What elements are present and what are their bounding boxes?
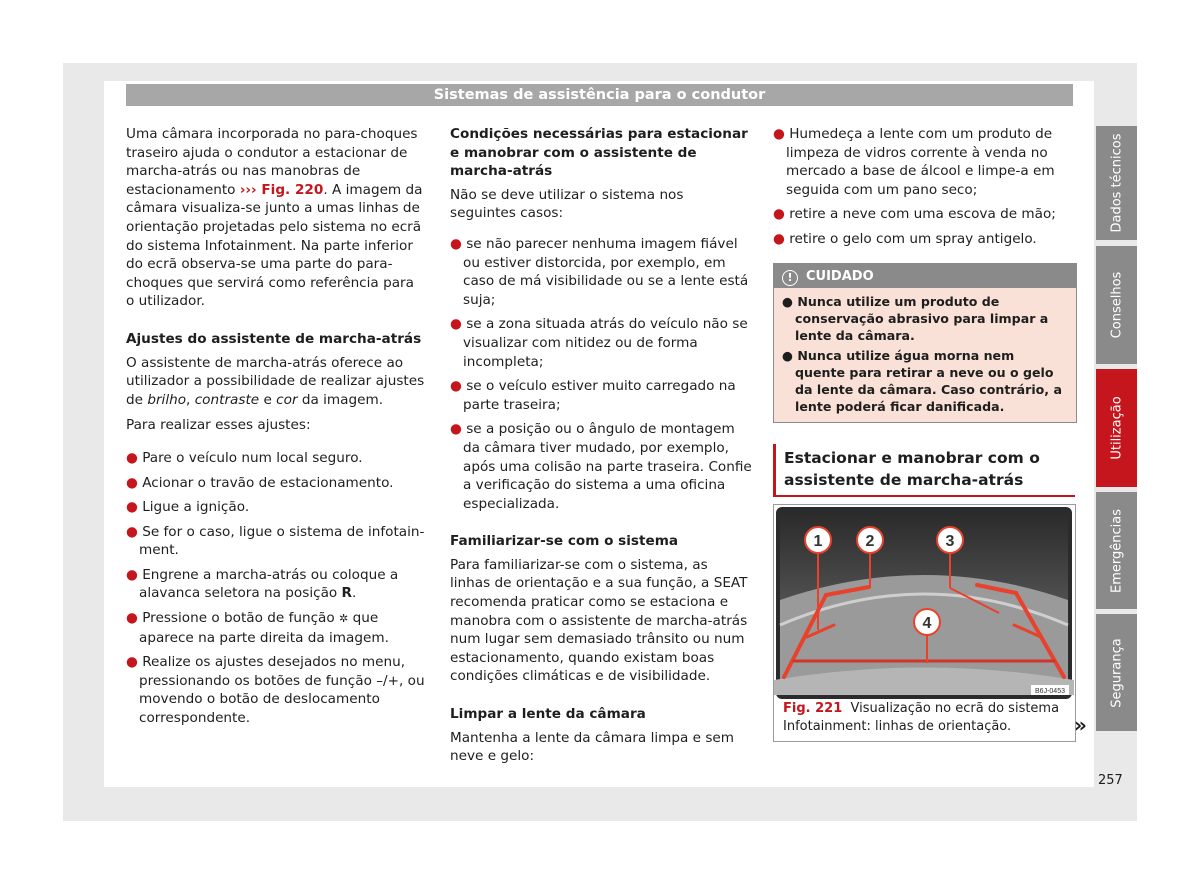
heading-familiarize: Familiarizar-se com o sistema	[450, 533, 679, 550]
figure-label: Fig. 221	[783, 701, 843, 716]
caution-box	[773, 263, 1077, 423]
marker-3-label: 3	[945, 533, 955, 550]
figure-reference-link[interactable]: ››› Fig. 220	[239, 181, 324, 198]
list-item-text: Ligue a ignição.	[142, 499, 250, 516]
list-item: ● retire o gelo com um spray antigelo.	[773, 230, 1037, 247]
page-header	[126, 84, 1073, 106]
list-item: ● Pare o veículo num local seguro.	[126, 449, 363, 466]
intro-paragraph	[126, 125, 426, 311]
heading-adjustments: Ajustes do assistente de marcha-atrás	[126, 330, 422, 347]
adjust-and: e	[259, 391, 277, 408]
tab-label: Conselhos	[1109, 271, 1124, 339]
settings-function-icon: ✲	[339, 612, 349, 626]
caution-item: ● Nunca utilize água morna nem quente para retirar a neve ou o gelo da lente da câmara. Caso contrário, a lente poderá ficar danificada.	[782, 348, 1062, 414]
caution-title: CUIDADO	[806, 269, 874, 284]
conditions-intro: Não se deve utilizar o sistema nos seguintes casos:	[450, 186, 684, 222]
tab-dados-tecnicos[interactable]	[1096, 126, 1137, 240]
column-2	[450, 125, 752, 773]
intro-text-a: Uma câmara incorporada no para-choques traseiro ajuda o condutor a estacionar de marcha-atrás ou nas manobras de estacionamento	[126, 126, 418, 198]
list-item-text: Engrene a marcha-atrás ou coloque a alavanca seletora na posição	[139, 566, 399, 602]
clean-lens-paragraph: Mantenha a lente da câmara limpa e sem neve e gelo:	[450, 729, 735, 765]
tab-label: Segurança	[1109, 637, 1124, 708]
adjust-sep: ,	[186, 391, 195, 408]
intro-text-b: . A imagem da câmara visualiza-se junto a umas linhas de orientação projetadas pelo sistema no ecrã do sistema Infotainment. Na parte inferior do ecrã observa-se uma parte do para-choques que servirá como referência para o utilizador.	[126, 181, 423, 310]
list-item: ● se a zona situada atrás do veículo não se visualizar com nitidez ou de forma incompleta;	[450, 316, 748, 370]
list-item-text: se a posição ou o ângulo de montagem da câmara tiver mudado, por exemplo, após uma colisão na parte traseira. Confie a verificação do sistema a uma oficina especializada.	[463, 421, 752, 512]
adjustments-paragraph	[126, 354, 426, 410]
tab-label: Utilização	[1109, 396, 1124, 460]
list-item: ● Se for o caso, ligue o sistema de infotainment.	[126, 523, 425, 559]
caution-item-text: Nunca utilize água morna nem quente para retirar a neve ou o gelo da lente da câmara. Caso contrário, a lente poderá ficar danificada.	[795, 348, 1062, 414]
heading-clean-lens: Limpar a lente da câmara	[450, 706, 646, 723]
page-number: 257	[1098, 773, 1123, 788]
list-item: ● retire a neve com uma escova de mão;	[773, 206, 1056, 223]
list-item-text: Pressione o botão de função	[142, 610, 340, 627]
list-item-text: Pare o veículo num local seguro.	[142, 449, 363, 466]
adjust-color: cor	[276, 391, 298, 408]
adjust-brightness: brilho	[147, 391, 187, 408]
list-item: ● Engrene a marcha-atrás ou coloque a alavanca seletora na posição R.	[126, 566, 399, 602]
header-title: Sistemas de assistência para o condutor	[433, 87, 766, 103]
list-item-text: retire o gelo com um spray antigelo.	[789, 230, 1037, 247]
list-item: ● Acionar o travão de estacionamento.	[126, 474, 394, 491]
familiarize-paragraph: Para familiarizar-se com o sistema, as linhas de orientação e a sua função, a SEAT recomenda praticar como se estaciona e manobra com o assistente de marcha-atrás num lugar sem demasiado trânsito ou num estacionamento, quando existam boas condições climáticas e de visibilidade.	[450, 556, 748, 685]
marker-4-label: 4	[922, 615, 932, 632]
caution-item-text: Nunca utilize um produto de conservação abrasivo para limpar a lente da câmara.	[795, 294, 1049, 343]
list-item-text: Se for o caso, ligue o sistema de infotainment.	[139, 523, 425, 559]
list-item-text: se não parecer nenhuma imagem fiável ou estiver distorcida, por exemplo, em caso de má visibilidade ou se a lente está suja;	[463, 235, 749, 308]
tab-emergencias[interactable]	[1096, 492, 1137, 609]
list-item-text: Realize os ajustes desejados no menu, pressionando os botões de função –/+, ou movendo o botão de deslocamento correspondente.	[139, 654, 425, 727]
tab-conselhos[interactable]	[1096, 246, 1137, 364]
heading-conditions: Condições necessárias para estacionar e manobrar com o assistente de marcha-atrás	[450, 126, 748, 180]
figure-caption-text: Visualização no ecrã do sistema Infotainment: linhas de orientação.	[783, 701, 1060, 734]
figure-code: B6J-0453	[1035, 688, 1065, 695]
column-1	[126, 125, 426, 734]
tab-utilizacao[interactable]	[1096, 369, 1137, 487]
warning-icon: !	[782, 270, 798, 286]
adjust-contrast: contraste	[194, 391, 260, 408]
list-item: ● Pressione o botão de função ✲ que aparece na parte direita da imagem.	[126, 610, 389, 646]
steps-intro: Para realizar esses ajustes:	[126, 417, 311, 434]
list-item: ● Realize os ajustes desejados no menu, pressionando os botões de função –/+, ou movendo o botão de deslocamento correspondente.	[126, 654, 425, 727]
list-item: ● Humedeça a lente com um produto de limpeza de vidros corrente à venda no mercado a base de álcool e limpe-a em seguida com um pano seco;	[773, 126, 1055, 198]
list-item-text: Humedeça a lente com um produto de limpeza de vidros corrente à venda no mercado a base de álcool e limpe-a em seguida com um pano seco;	[786, 126, 1055, 198]
list-item-text: Acionar o travão de estacionamento.	[142, 474, 394, 491]
adjust-text-b: da imagem.	[297, 391, 384, 408]
tab-seguranca[interactable]	[1096, 614, 1137, 731]
tab-label: Emergências	[1109, 508, 1124, 593]
list-item: ● Ligue a ignição.	[126, 499, 250, 516]
continue-arrow-icon: »	[1074, 713, 1087, 737]
adjust-text-a: O assistente de marcha-atrás oferece ao utilizador a possibilidade de realizar ajustes de	[126, 354, 425, 408]
marker-1-label: 1	[813, 533, 823, 550]
section-title: Estacionar e manobrar com o assistente de marcha-atrás	[784, 449, 1040, 489]
figure-caption	[783, 700, 1067, 736]
list-item-text: se a zona situada atrás do veículo não se visualizar com nitidez ou de forma incompleta;	[463, 316, 748, 370]
section-heading	[773, 444, 1075, 497]
caution-body	[774, 288, 1076, 422]
column-3	[773, 125, 1075, 255]
list-item-text: se o veículo estiver muito carregado na parte traseira;	[463, 378, 736, 413]
gear-r-label: R	[341, 585, 353, 602]
caution-item: ● Nunca utilize um produto de conservação abrasivo para limpar a lente da câmara.	[782, 294, 1049, 343]
list-item-text: que aparece na parte direita da imagem.	[139, 610, 389, 646]
list-item: ● se não parecer nenhuma imagem fiável ou estiver distorcida, por exemplo, em caso de má visibilidade ou se a lente está suja;	[450, 235, 749, 308]
list-item-text: retire a neve com uma escova de mão;	[789, 206, 1056, 223]
list-item-text: .	[352, 585, 357, 602]
list-item: ● se a posição ou o ângulo de montagem da câmara tiver mudado, por exemplo, após uma colisão na parte traseira. Confie a verificação do sistema a uma oficina especializada.	[450, 421, 752, 512]
tab-label: Dados técnicos	[1109, 133, 1124, 233]
marker-2-label: 2	[865, 533, 875, 550]
caution-header	[774, 264, 1076, 288]
list-item: ● se o veículo estiver muito carregado na parte traseira;	[450, 378, 736, 413]
